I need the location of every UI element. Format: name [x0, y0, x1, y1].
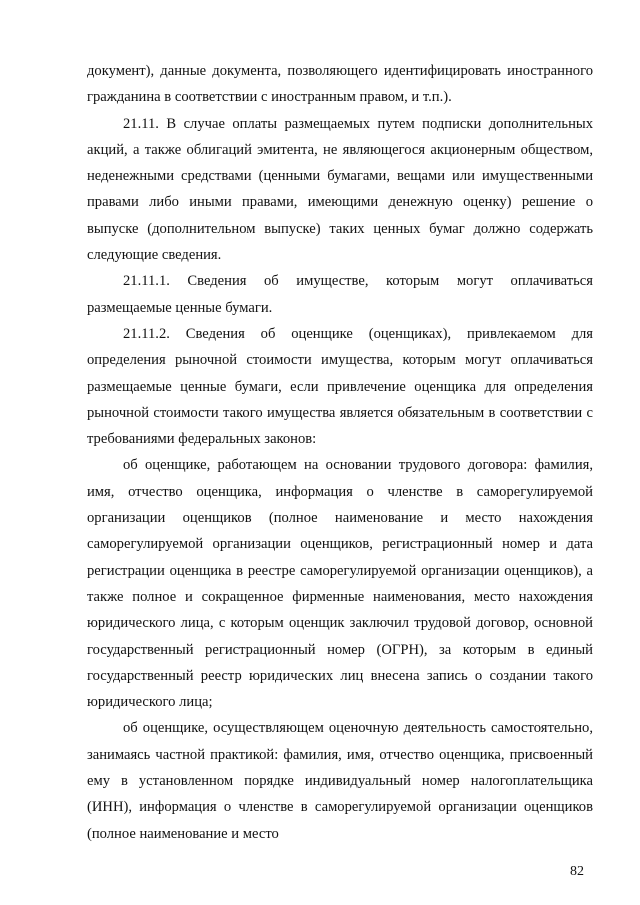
paragraph-employed-appraiser: об оценщике, работающем на основании трудового договора: фамилия, имя, отчество оценщика, информация о членстве в саморегулируемой организации оценщиков (полное наименование и место нахождения саморегулируемой организации оценщиков, регистрационный номер и дата регистрации оценщика в реестре саморегулируемой организации оценщиков), а также полное и сокращенное фирменные наименования, место нахождения юридического лица, с которым оценщик заключил трудовой договор, основной государственный регистрационный номер (ОГРН), за которым в единый государственный реестр юридических лиц внесена запись о создании такого юридического лица; [87, 457, 593, 711]
paragraph-section-21-11-1: 21.11.1. Сведения об имуществе, которым могут оплачиваться размещаемые ценные бумаги. [87, 273, 593, 316]
paragraph-private-appraiser: об оценщике, осуществляющем оценочную деятельность самостоятельно, занимаясь частной практикой: фамилия, имя, отчество оценщика, присвоенный ему в установленном порядке индивидуальный номер налогоплательщика (ИНН), информация о членстве в саморегулируемой организации оценщиков (полное наименование и место [87, 720, 593, 842]
paragraph-section-21-11-2: 21.11.2. Сведения об оценщике (оценщиках), привлекаемом для определения рыночной стоимости имущества, которым могут оплачиваться размещаемые ценные бумаги, если привлечение оценщика для определения рыночной стоимости такого имущества является обязательным в соответствии с требованиями федеральных законов: [87, 325, 593, 448]
paragraph-section-21-11: 21.11. В случае оплаты размещаемых путем подписки дополнительных акций, а также облигаций эмитента, не являющегося акционерным обществом, неденежными средствами (ценными бумагами, вещами или имущественными правами либо иными правами, имеющими денежную оценку) решение о выпуске (дополнительном выпуске) таких ценных бумаг должно содержать следующие сведения. [87, 115, 593, 264]
paragraph-continuation: документ), данные документа, позволяющего идентифицировать иностранного гражданина в соответствии с иностранным правом, и т.п.). [87, 63, 593, 106]
document-page [87, 58, 593, 847]
page-number: 82 [570, 864, 584, 879]
